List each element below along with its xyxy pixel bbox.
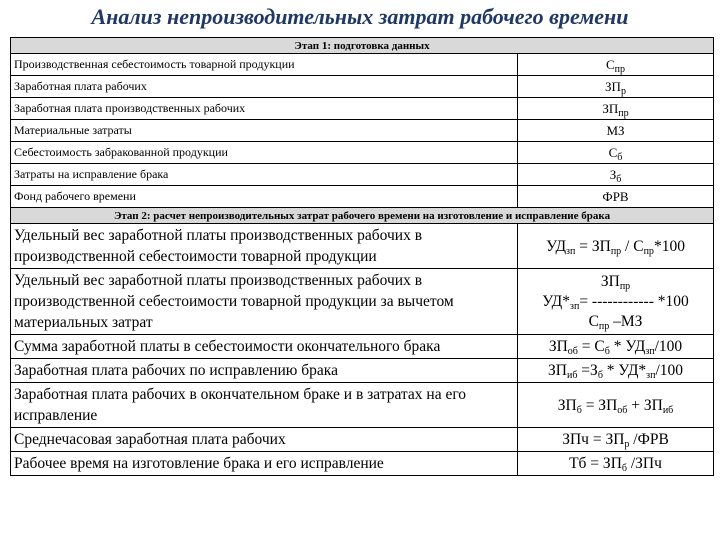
- row-formula: Тб = $ЗП_б$ /ЗПч: [518, 452, 714, 476]
- table-row: [11, 76, 714, 98]
- stage2-header-row: [11, 208, 714, 224]
- row-formula: $ЗП_б = ЗП_{об} + ЗП_{иб}$: [518, 383, 714, 428]
- row-label: Заработная плата производственных рабочих: [11, 98, 518, 120]
- table-row: [11, 359, 714, 383]
- row-label: Заработная плата рабочих в окончательном браке и в затратах на его исправление: [11, 383, 518, 428]
- row-label: Заработная плата рабочих: [11, 76, 518, 98]
- row-label: Себестоимость забракованной продукции: [11, 142, 518, 164]
- table-row: [11, 383, 714, 428]
- row-formula: $ЗП_{пр}$ $УД*_{зп}=$ ------------ *100 $С_{пр}$ –МЗ: [518, 269, 714, 335]
- row-formula: ЗПч = $ЗП_р$ /ФРВ: [518, 428, 714, 452]
- table-row: [11, 452, 714, 476]
- table-row: [11, 120, 714, 142]
- row-formula: $ЗП_{пр}$: [518, 98, 714, 120]
- row-label: Сумма заработной платы в себестоимости окончательного брака: [11, 335, 518, 359]
- table-row: [11, 269, 714, 335]
- row-label: Фонд рабочего времени: [11, 186, 518, 208]
- row-formula: $З_б$: [518, 164, 714, 186]
- table-row: [11, 186, 714, 208]
- row-label: Затраты на исправление брака: [11, 164, 518, 186]
- stage1-header-row: [11, 38, 714, 54]
- row-formula: $ЗП_р$: [518, 76, 714, 98]
- table-row: [11, 54, 714, 76]
- stage2-header: Этап 2: расчет непроизводительных затрат рабочего времени на изготовление и исправление брака: [11, 208, 714, 224]
- row-label: Заработная плата рабочих по исправлению брака: [11, 359, 518, 383]
- stage1-header: Этап 1: подготовка данных: [11, 38, 714, 54]
- table-row: [11, 335, 714, 359]
- page-title: Анализ непроизводительных затрат рабочего времени: [91, 4, 629, 29]
- table-row: [11, 164, 714, 186]
- row-formula: МЗ: [518, 120, 714, 142]
- row-label: Удельный вес заработной платы производственных рабочих в производственной себестоимости товарной продукции за вычетом материальных затрат: [11, 269, 518, 335]
- analysis-table: [10, 37, 713, 476]
- row-label: Рабочее время на изготовление брака и его исправление: [11, 452, 518, 476]
- row-formula: $ЗП_{об} = С_б * УД_{зп}/100$: [518, 335, 714, 359]
- row-formula: $УД_{зп} = ЗП_{пр} / С_{пр}*100$: [518, 224, 714, 269]
- row-label: Производственная себестоимость товарной продукции: [11, 54, 518, 76]
- table-row: [11, 142, 714, 164]
- row-formula: $С_{пр}$: [518, 54, 714, 76]
- row-formula: $ЗП_{иб} =З_б * УД*_{зп}/100$: [518, 359, 714, 383]
- table-row: [11, 98, 714, 120]
- row-label: Материальные затраты: [11, 120, 518, 142]
- row-formula: $С_б$: [518, 142, 714, 164]
- table-row: [11, 224, 714, 269]
- row-formula: ФРВ: [518, 186, 714, 208]
- row-label: Удельный вес заработной платы производственных рабочих в производственной себестоимости товарной продукции: [11, 224, 518, 269]
- row-label: Среднечасовая заработная плата рабочих: [11, 428, 518, 452]
- table-row: [11, 428, 714, 452]
